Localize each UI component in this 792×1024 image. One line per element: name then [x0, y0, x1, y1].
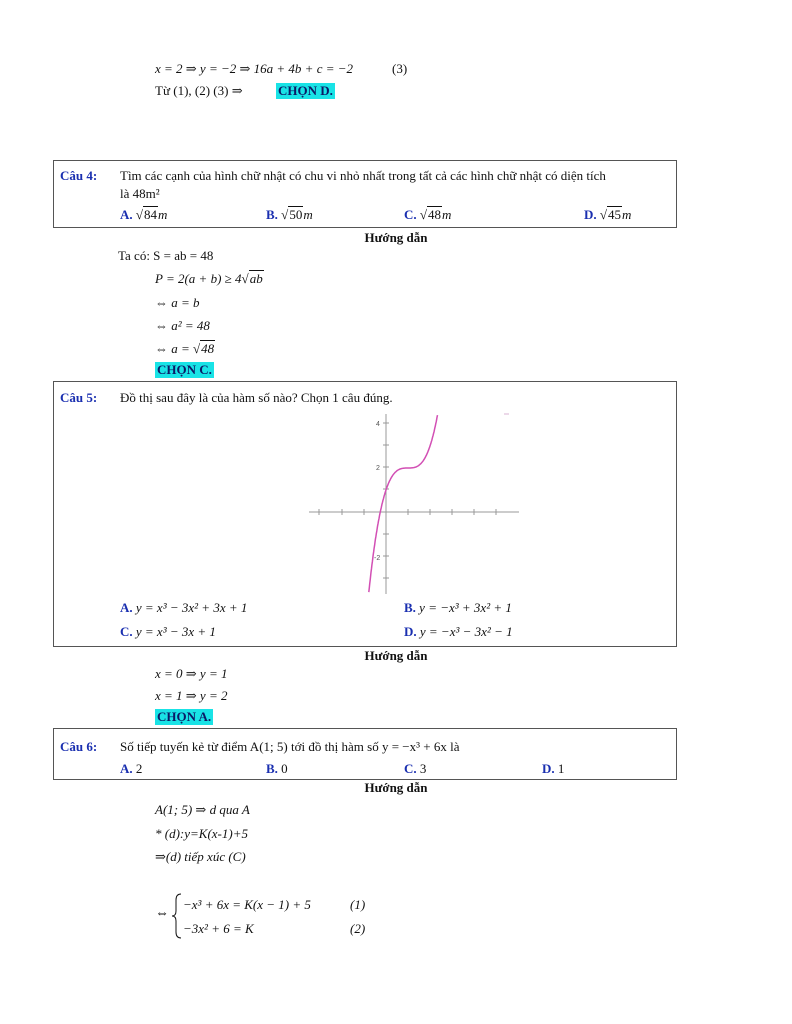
- option-a[interactable]: A. 2: [120, 761, 143, 776]
- option-b[interactable]: B. 0: [266, 761, 288, 776]
- solution-line: A(1; 5) ⇒ d qua A: [155, 802, 250, 817]
- solution-line: x = 0 ⇒ y = 1: [155, 666, 228, 681]
- option-c[interactable]: C. 3: [404, 761, 427, 776]
- solution-line: P = 2(a + b) ≥ 4√ab: [155, 271, 263, 286]
- question-label: Câu 4:: [60, 168, 98, 183]
- system-equation: −3x² + 6 = K: [183, 921, 254, 936]
- question-text: Tìm các cạnh của hình chữ nhật có chu vi nhỏ nhất trong tất cả các hình chữ nhật có diện tích: [120, 168, 606, 183]
- answer-badge: CHỌN A.: [157, 709, 212, 724]
- equivalence-sign: ⇔: [155, 906, 169, 921]
- solution-line: ⇔ a = √48: [155, 341, 215, 356]
- guide-title: Hướng dẫn: [364, 648, 428, 663]
- answer-badge: CHỌN D.: [278, 83, 333, 98]
- option-b[interactable]: B. √50m: [266, 207, 313, 222]
- function-graph: [304, 408, 524, 598]
- option-d[interactable]: D. y = −x³ − 3x² − 1: [404, 624, 513, 639]
- solution-line: ⇒(d) tiếp xúc (C): [155, 849, 246, 864]
- system-brace: [171, 892, 183, 940]
- tick-label: 2: [376, 465, 380, 472]
- guide-title: Hướng dẫn: [364, 230, 428, 245]
- tick-label: 4: [376, 421, 380, 428]
- option-b[interactable]: B. y = −x³ + 3x² + 1: [404, 600, 512, 615]
- option-c[interactable]: C. √48m: [404, 207, 452, 222]
- solution-line: ⇔ a = b: [155, 295, 200, 310]
- question-5-box: [53, 381, 677, 647]
- option-a[interactable]: A. √84m: [120, 207, 168, 222]
- answer-badge: CHỌN C.: [157, 362, 212, 377]
- question-label: Câu 5:: [60, 390, 98, 405]
- question-4-box: [53, 160, 677, 228]
- question-label: Câu 6:: [60, 739, 98, 754]
- option-c[interactable]: C. y = x³ − 3x + 1: [120, 624, 216, 639]
- solution-line: x = 1 ⇒ y = 2: [155, 688, 228, 703]
- equation-tag: (2): [350, 921, 366, 936]
- equation-line: x = 2 ⇒ y = −2 ⇒ 16a + 4b + c = −2: [155, 61, 354, 76]
- option-d[interactable]: D. 1: [542, 761, 565, 776]
- solution-line: Ta có: S = ab = 48: [118, 248, 214, 263]
- question-text-line2: là 48m²: [120, 186, 160, 201]
- question-text: Số tiếp tuyến kẻ từ điểm A(1; 5) tới đồ thị hàm số y = −x³ + 6x là: [120, 739, 460, 754]
- conclusion-text: Từ (1), (2) (3) ⇒: [155, 83, 243, 98]
- system-equation: −x³ + 6x = K(x − 1) + 5: [183, 897, 311, 912]
- question-text: Đồ thị sau đây là của hàm số nào? Chọn 1 câu đúng.: [120, 390, 393, 405]
- guide-title: Hướng dẫn: [364, 780, 428, 795]
- question-6-box: [53, 728, 677, 780]
- option-d[interactable]: D. √45m: [584, 207, 632, 222]
- equation-tag: (1): [350, 897, 366, 912]
- tick-label: -2: [374, 555, 381, 562]
- solution-line: * (d):y=K(x-1)+5: [155, 826, 248, 841]
- solution-line: ⇔ a² = 48: [155, 318, 210, 333]
- equation-tag: (3): [392, 61, 408, 76]
- function-curve: [369, 415, 438, 592]
- option-a[interactable]: A. y = x³ − 3x² + 3x + 1: [120, 600, 248, 615]
